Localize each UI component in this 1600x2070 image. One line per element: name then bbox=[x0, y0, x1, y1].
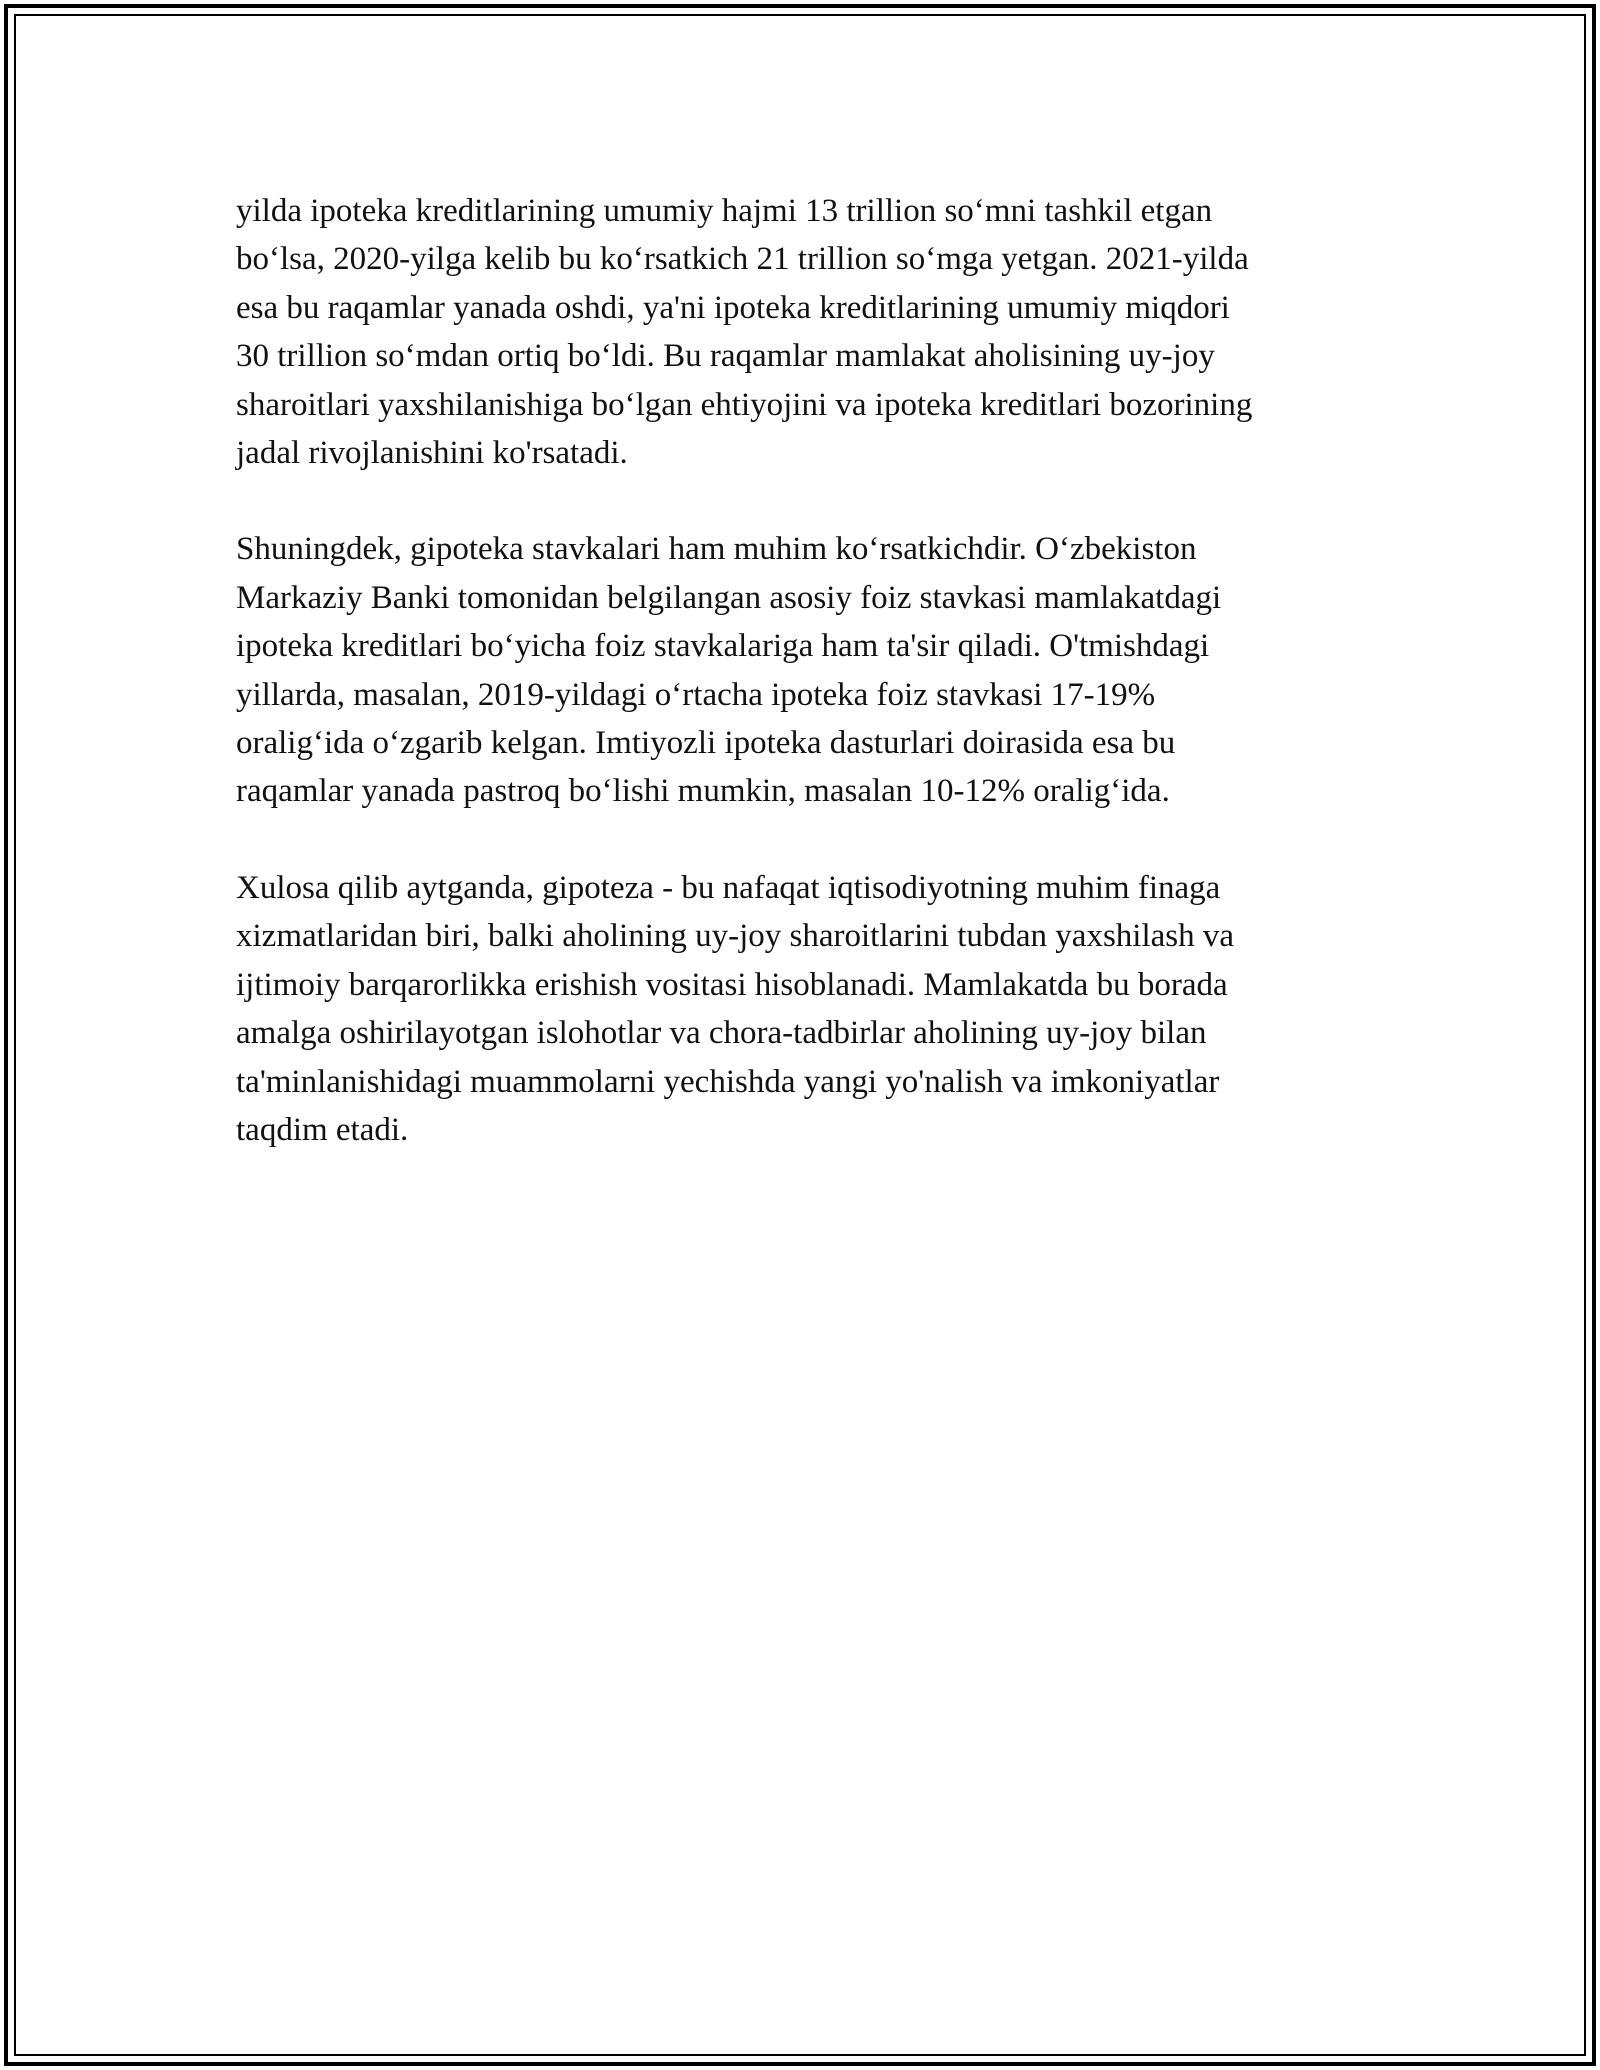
paragraph-mortgage-rates bbox=[236, 525, 1386, 815]
text-line: yilda ipoteka kreditlarining umumiy hajmi 13 trillion so‘mni tashkil etgan bbox=[236, 193, 1213, 229]
document-body bbox=[236, 187, 1386, 1202]
text-line: yillarda, masalan, 2019-yildagi o‘rtacha ipoteka foiz stavkasi 17-19% bbox=[236, 676, 1156, 713]
text-line: bo‘lsa, 2020-yilga kelib bu ko‘rsatkich 21 trillion so‘mga yetgan. 2021-yilda bbox=[236, 241, 1249, 278]
text-line: amalga oshirilayotgan islohotlar va chora-tadbirlar aholining uy-joy bilan bbox=[236, 1015, 1207, 1052]
text-line: taqdim etadi. bbox=[236, 1111, 409, 1148]
paragraph-mortgage-volume bbox=[236, 187, 1386, 477]
text-line: ijtimoiy barqarorlikka erishish vositasi hisoblanadi. Mamlakatda bu borada bbox=[236, 966, 1228, 1003]
text-line: ta'minlanishidagi muammolarni yechishda yangi yo'nalish va imkoniyatlar bbox=[236, 1063, 1220, 1100]
text-line: oralig‘ida o‘zgarib kelgan. Imtiyozli ipoteka dasturlari doirasida esa bu bbox=[236, 725, 1176, 762]
text-line: esa bu raqamlar yanada oshdi, ya'ni ipoteka kreditlarining umumiy miqdori bbox=[236, 289, 1230, 326]
text-line: Shuningdek, gipoteka stavkalari ham muhim ko‘rsatkichdir. O‘zbekiston bbox=[236, 531, 1197, 568]
text-line: Markaziy Banki tomonidan belgilangan asosiy foiz stavkasi mamlakatdagi bbox=[236, 579, 1222, 616]
text-line: ipoteka kreditlari bo‘yicha foiz stavkalariga ham ta'sir qiladi. O'tmishdagi bbox=[236, 628, 1210, 665]
text-line: jadal rivojlanishini ko'rsatadi. bbox=[236, 435, 628, 472]
text-line: 30 trillion so‘mdan ortiq bo‘ldi. Bu raqamlar mamlakat aholisining uy-joy bbox=[236, 338, 1215, 375]
text-line: xizmatlaridan biri, balki aholining uy-joy sharoitlarini tubdan yaxshilash va bbox=[236, 918, 1235, 955]
text-line: raqamlar yanada pastroq bo‘lishi mumkin, masalan 10-12% oralig‘ida. bbox=[236, 773, 1170, 810]
text-line: sharoitlari yaxshilanishiga bo‘lgan ehtiyojini va ipoteka kreditlari bozorining bbox=[236, 386, 1253, 423]
paragraph-conclusion bbox=[236, 864, 1386, 1154]
text-line: Xulosa qilib aytganda, gipoteza - bu nafaqat iqtisodiyotning muhim finaga bbox=[236, 869, 1221, 906]
